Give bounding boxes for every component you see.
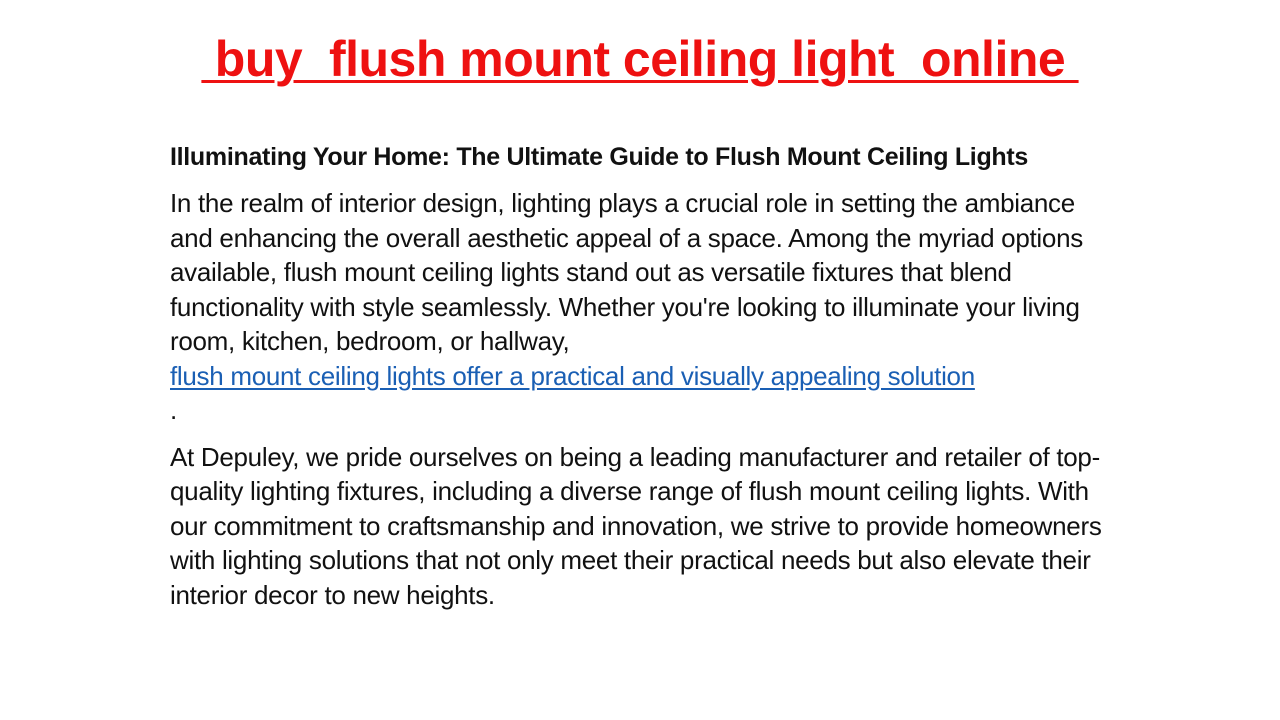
title-link[interactable]: buy flush mount ceiling light online bbox=[201, 31, 1079, 87]
article-heading: Illuminating Your Home: The Ultimate Guide to Flush Mount Ceiling Lights bbox=[170, 143, 1029, 171]
page-title bbox=[0, 30, 1280, 88]
paragraph-company: At Depuley, we pride ourselves on being a leading manufacturer and retailer of top-quality lighting fixtures, including a diverse range of flush mount ceiling lights. With our commitment to craftsmanship and innovation, we strive to provide homeowners with lighting solutions that not only meet their practical needs but also elevate their interior decor to new heights. bbox=[170, 441, 1102, 610]
paragraph-intro-end: . bbox=[170, 395, 177, 425]
paragraph-intro bbox=[170, 186, 1115, 428]
article-body bbox=[170, 140, 1115, 624]
paragraph-intro-text: In the realm of interior design, lighting plays a crucial role in setting the ambiance and enhancing the overall aesthetic appeal of a space. Among the myriad options available, flush mount ceiling lights stand out as versatile fixtures that blend functionality with style seamlessly. Whether you're looking to illuminate your living room, kitchen, bedroom, or hallway, bbox=[170, 188, 1083, 356]
flush-mount-link[interactable]: flush mount ceiling lights offer a practical and visually appealing solution bbox=[170, 360, 975, 391]
